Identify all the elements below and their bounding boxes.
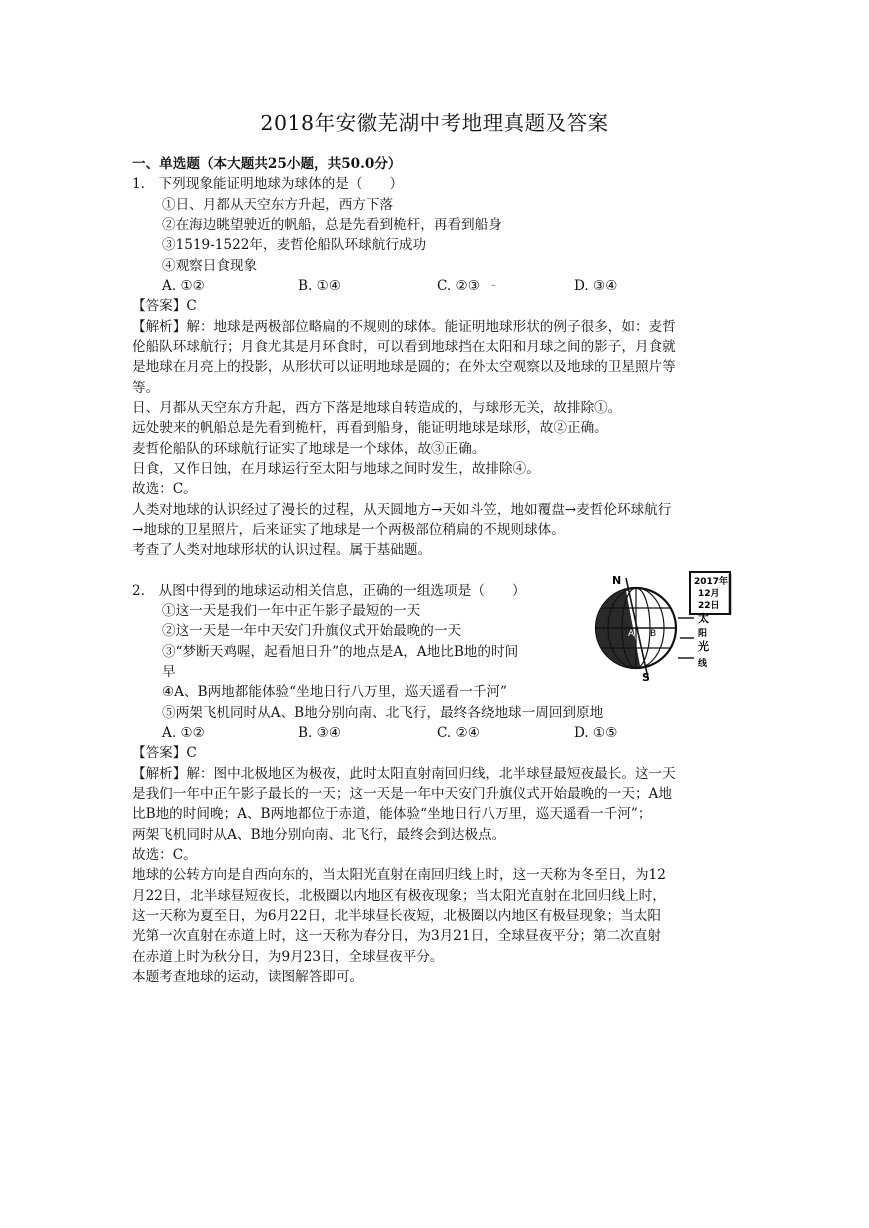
calendar-year: 2017年 <box>694 577 729 587</box>
q2-analysis-line: 故选：C。 <box>132 847 197 863</box>
q1-item: ②在海边眺望驶近的帆船，总是先看到桅杆，再看到船身 <box>162 217 502 233</box>
q1-analysis-line: 考查了人类对地球形状的认识过程。属于基础题。 <box>132 542 432 558</box>
ray-label-char: 阳 <box>698 629 708 639</box>
q1-option-c: C. ②③ <box>437 278 480 294</box>
earth-illumination-figure <box>590 570 740 682</box>
q1-analysis-line: 【解析】解：地球是两极部位略扁的不规则的球体。能证明地球形状的例子很多，如：麦哲 <box>132 319 676 335</box>
q1-item: ①日、月都从天空东方升起，西方下落 <box>162 197 394 213</box>
q2-analysis-line: 两架飞机同时从A、B地分别向南、北飞行，最终会到达极点。 <box>132 827 506 843</box>
ray-label-char: 线 <box>698 659 708 669</box>
q2-option-c: C. ②④ <box>437 725 480 741</box>
q2-item: ①这一天是我们一年中正午影子最短的一天 <box>162 603 421 619</box>
calendar-month: 12月 <box>698 589 720 599</box>
point-a-label: A <box>628 629 635 639</box>
q2-option-d: D. ①⑤ <box>574 725 618 741</box>
q2-analysis-line: 地球的公转方向是自西向东的，当太阳光直射在南回归线上时，这一天称为冬至日，为12 <box>132 867 666 883</box>
ray-label-char: 光 <box>698 640 709 653</box>
q2-item: ⑤两架飞机同时从A、B地分别向南、北飞行，最终各绕地球一周回到原地 <box>162 705 604 721</box>
q1-option-d: D. ③④ <box>574 278 618 294</box>
q1-analysis-line: 日食，又作日蚀，在月球运行至太阳与地球之间时发生，故排除④。 <box>132 461 540 477</box>
q2-analysis-line: 光第一次直射在赤道上时，这一天称为春分日，为3月21日，全球昼夜平分；第二次直射 <box>132 928 661 944</box>
q2-analysis-line: 在赤道上时为秋分日，为9月23日，全球昼夜平分。 <box>132 949 444 965</box>
q2-stem: 2. 从图中得到的地球运动相关信息，正确的一组选项是（ ） <box>132 583 526 599</box>
globe-diagram <box>590 578 690 678</box>
north-pole-label: N <box>612 574 622 587</box>
q2-analysis-line: 是我们一年中正午影子最长的一天；这一天是一年中天安门升旗仪式开始最晚的一天；A地 <box>132 786 672 802</box>
q2-item: ④A、B两地都能体验“坐地日行八万里，巡天遥看一千河” <box>162 684 507 700</box>
q1-analysis-line: 伦船队环球航行；月食尤其是月环食时，可以看到地球挡在太阳和月球之间的影子，月食就 <box>132 339 676 355</box>
q2-analysis-line: 这一天称为夏至日，为6月22日，北半球昼长夜短，北极圈以内地区有极昼现象；当太阳 <box>132 908 661 924</box>
q2-analysis-line: 月22日，北半球昼短夜长，北极圈以内地区有极夜现象；当太阳光直射在北回归线上时， <box>132 888 666 904</box>
q1-item: ④观察日食现象 <box>162 258 258 274</box>
q2-option-b: B. ③④ <box>298 725 342 741</box>
south-pole-label: S <box>642 671 650 682</box>
section-heading: 一、单选题（本大题共25小题，共50.0分） <box>132 156 402 172</box>
q1-option-a: A. ①② <box>162 278 205 294</box>
q2-analysis-line: 本题考查地球的运动，读图解答即可。 <box>132 969 364 985</box>
q1-analysis-line: 是地球在月亮上的投影，从形状可以证明地球是圆的；在外太空观察以及地球的卫星照片等 <box>132 359 676 375</box>
q2-analysis-line: 【解析】解：图中北极地区为极夜，此时太阳直射南回归线，北半球昼最短夜最长。这一天 <box>132 766 676 782</box>
q2-answer: 【答案】C <box>132 745 197 761</box>
q2-analysis-line: 比B地的时间晚；A、B两地都位于赤道，能体验“坐地日行八万里，巡天遥看一千河”； <box>132 806 652 822</box>
q1-option-b: B. ①④ <box>298 278 342 294</box>
q1-answer: 【答案】C <box>132 298 197 314</box>
point-b-label: B <box>650 629 657 639</box>
q1-analysis-line: 故选：C。 <box>132 481 197 497</box>
page-title: 2018年安徽芜湖中考地理真题及答案 <box>260 111 609 135</box>
q1-stem: 1. 下列现象能证明地球为球体的是（ ） <box>132 176 404 192</box>
ray-label-char: 太 <box>698 612 709 625</box>
q2-item: ③“梦断天鸡喔，起看旭日升”的地点是A，A地比B地的时间 <box>162 644 519 660</box>
sunlight-arrows-icon <box>678 618 694 658</box>
q1-analysis-line: 等。 <box>132 380 160 396</box>
q2-item: ②这一天是一年中天安门升旗仪式开始最晚的一天 <box>162 623 462 639</box>
q1-analysis-line: →地球的卫星照片，后来证实了地球是一个两极部位稍扁的不规则球体。 <box>132 522 565 538</box>
q2-item: 早 <box>162 664 176 680</box>
calendar-day: 22日 <box>698 601 720 611</box>
q1-analysis-line: 人类对地球的认识经过了漫长的过程，从天圆地方→天如斗笠，地如覆盘→麦哲伦环球航行 <box>132 502 672 518</box>
q1-analysis-line: 远处驶来的帆船总是先看到桅杆，再看到船身，能证明地球是球形，故②正确。 <box>132 420 608 436</box>
q1-analysis-line: 麦哲伦船队的环球航行证实了地球是一个球体，故③正确。 <box>132 441 486 457</box>
q1-analysis-line: 日、月都从天空东方升起，西方下落是地球自转造成的，与球形无关，故排除①。 <box>132 400 622 416</box>
q2-option-a: A. ①② <box>162 725 205 741</box>
q1-item: ③1519-1522年，麦哲伦船队环球航行成功 <box>162 237 427 253</box>
stray-mark-icon: - <box>491 277 496 293</box>
